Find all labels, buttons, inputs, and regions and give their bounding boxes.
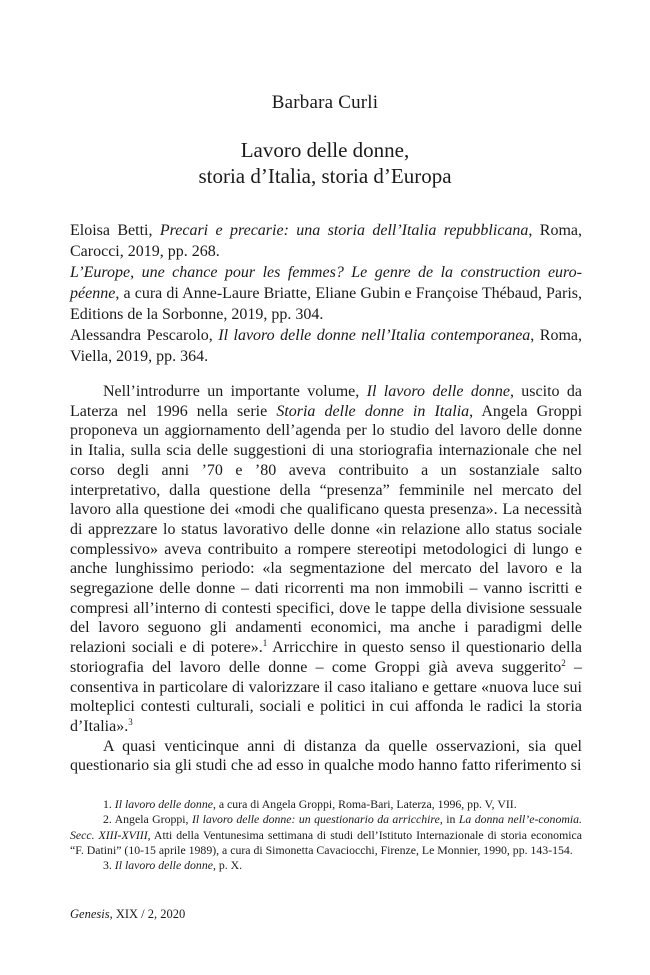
title-line-2: storia d’Italia, storia d’Europa xyxy=(198,164,452,188)
page-footer xyxy=(70,907,185,922)
footnote-1: 1. Il lavoro delle donne, a cura di Angela Groppi, Roma-Bari, Laterza, 1996, pp. V, VII. xyxy=(103,797,517,811)
journal-name: Genesis xyxy=(70,907,110,921)
reviewed-work: Eloisa Betti, Precari e precarie: una storia dell’Italia repubblicana, Roma, Carocci, 2019, pp. 268. xyxy=(70,222,583,260)
footnote-ref-1[interactable]: 1 xyxy=(262,638,268,649)
footnote-3: 3. Il lavoro delle donne, p. X. xyxy=(103,858,243,873)
reviewed-work-title: L’Europe, une chance pour les femmes? Le genre de la construction euro-péenne xyxy=(70,264,582,302)
article-body xyxy=(70,382,582,776)
article-title xyxy=(0,137,650,189)
reviewed-work-title: Il lavoro delle donne nell’Italia contemporanea xyxy=(218,327,531,344)
title-line-1: Lavoro delle donne, xyxy=(240,138,410,162)
footnote-ref-3[interactable]: 3 xyxy=(128,716,133,727)
reviewed-works-list xyxy=(70,220,582,367)
article-author: Barbara Curli xyxy=(271,92,379,113)
footnote-ref-2[interactable]: 2 xyxy=(561,657,566,668)
journal-issue: , XIX / 2, 2020 xyxy=(109,907,186,921)
reviewed-work: L’Europe, une chance pour les femmes? Le genre de la construction euro-péenne, a cura di Anne-Laure Briatte, Eliane Gubin e Françoise Thébaud, Paris, Editions de la Sorbonne, 2019, pp. 304. xyxy=(70,264,582,323)
body-paragraph: A quasi venticinque anni di distanza da quelle osservazioni, sia quel questionario sia gli studi che ad esso in qualche modo hanno fatto riferimento si xyxy=(70,737,582,775)
reviewed-work: Alessandra Pescarolo, Il lavoro delle donne nell’Italia contemporanea, Roma, Viella, 2019, pp. 364. xyxy=(70,327,582,365)
footnotes xyxy=(70,797,582,873)
body-paragraph: Nell’introdurre un importante volume, Il lavoro delle donne, uscito da Laterza nel 1996 nella serie Storia delle donne in Italia, Angela Groppi proponeva un aggiornamento dell’agenda per lo studio del lavoro delle donne in Italia, sulla scia delle suggestioni di una storiografia internazionale che nel corso degli anni ’70 e ’80 aveva contribuito a un sostanziale salto interpretativo, dalla questione della “presenza” femminile nel mercato del lavoro alla questione dei «modi che qualificano questa presenza». La necessità di apprezzare lo status lavorativo delle donne «in relazione allo status sociale complessivo» aveva contribuito a rompere stereotipi metodologici di lungo e anche lunghissimo periodo: «la segmentazione del mercato del lavoro e la segregazione delle donne – dati ricorrenti ma non immobili – vanno iscritti e compresi all’interno di contesti specifici, dove le tappe della divisione sessuale del lavoro seguono gli andamenti economici, ma anche i paradigmi delle relazioni sociali e di potere».$^1$ Arricchire in questo senso il questionario della storiografia del lavoro delle donne – come Groppi già aveva suggerito$^2$ – consentiva in particolare di valorizzare il caso italiano e gettare «nuova luce sui molteplici contesti culturali, sociali e politici in cui affonda le radici la storia d’Italia».$^3$ xyxy=(70,383,583,735)
reviewed-work-title: Precari e precarie: una storia dell’Italia repubblicana xyxy=(159,222,529,239)
footnote-2: 2. Angela Groppi, Il lavoro delle donne: un questionario da arricchire, in La donna nell’e-conomia. Secc. XIII-XVIII, Atti della Ventunesima settimana di studi dell’Istituto Internazionale di storia economica “F. Datini” (10-15 aprile 1989), a cura di Simonetta Cavaciocchi, Firenze, Le Monnier, 1990, pp. 143-154. xyxy=(70,812,582,857)
